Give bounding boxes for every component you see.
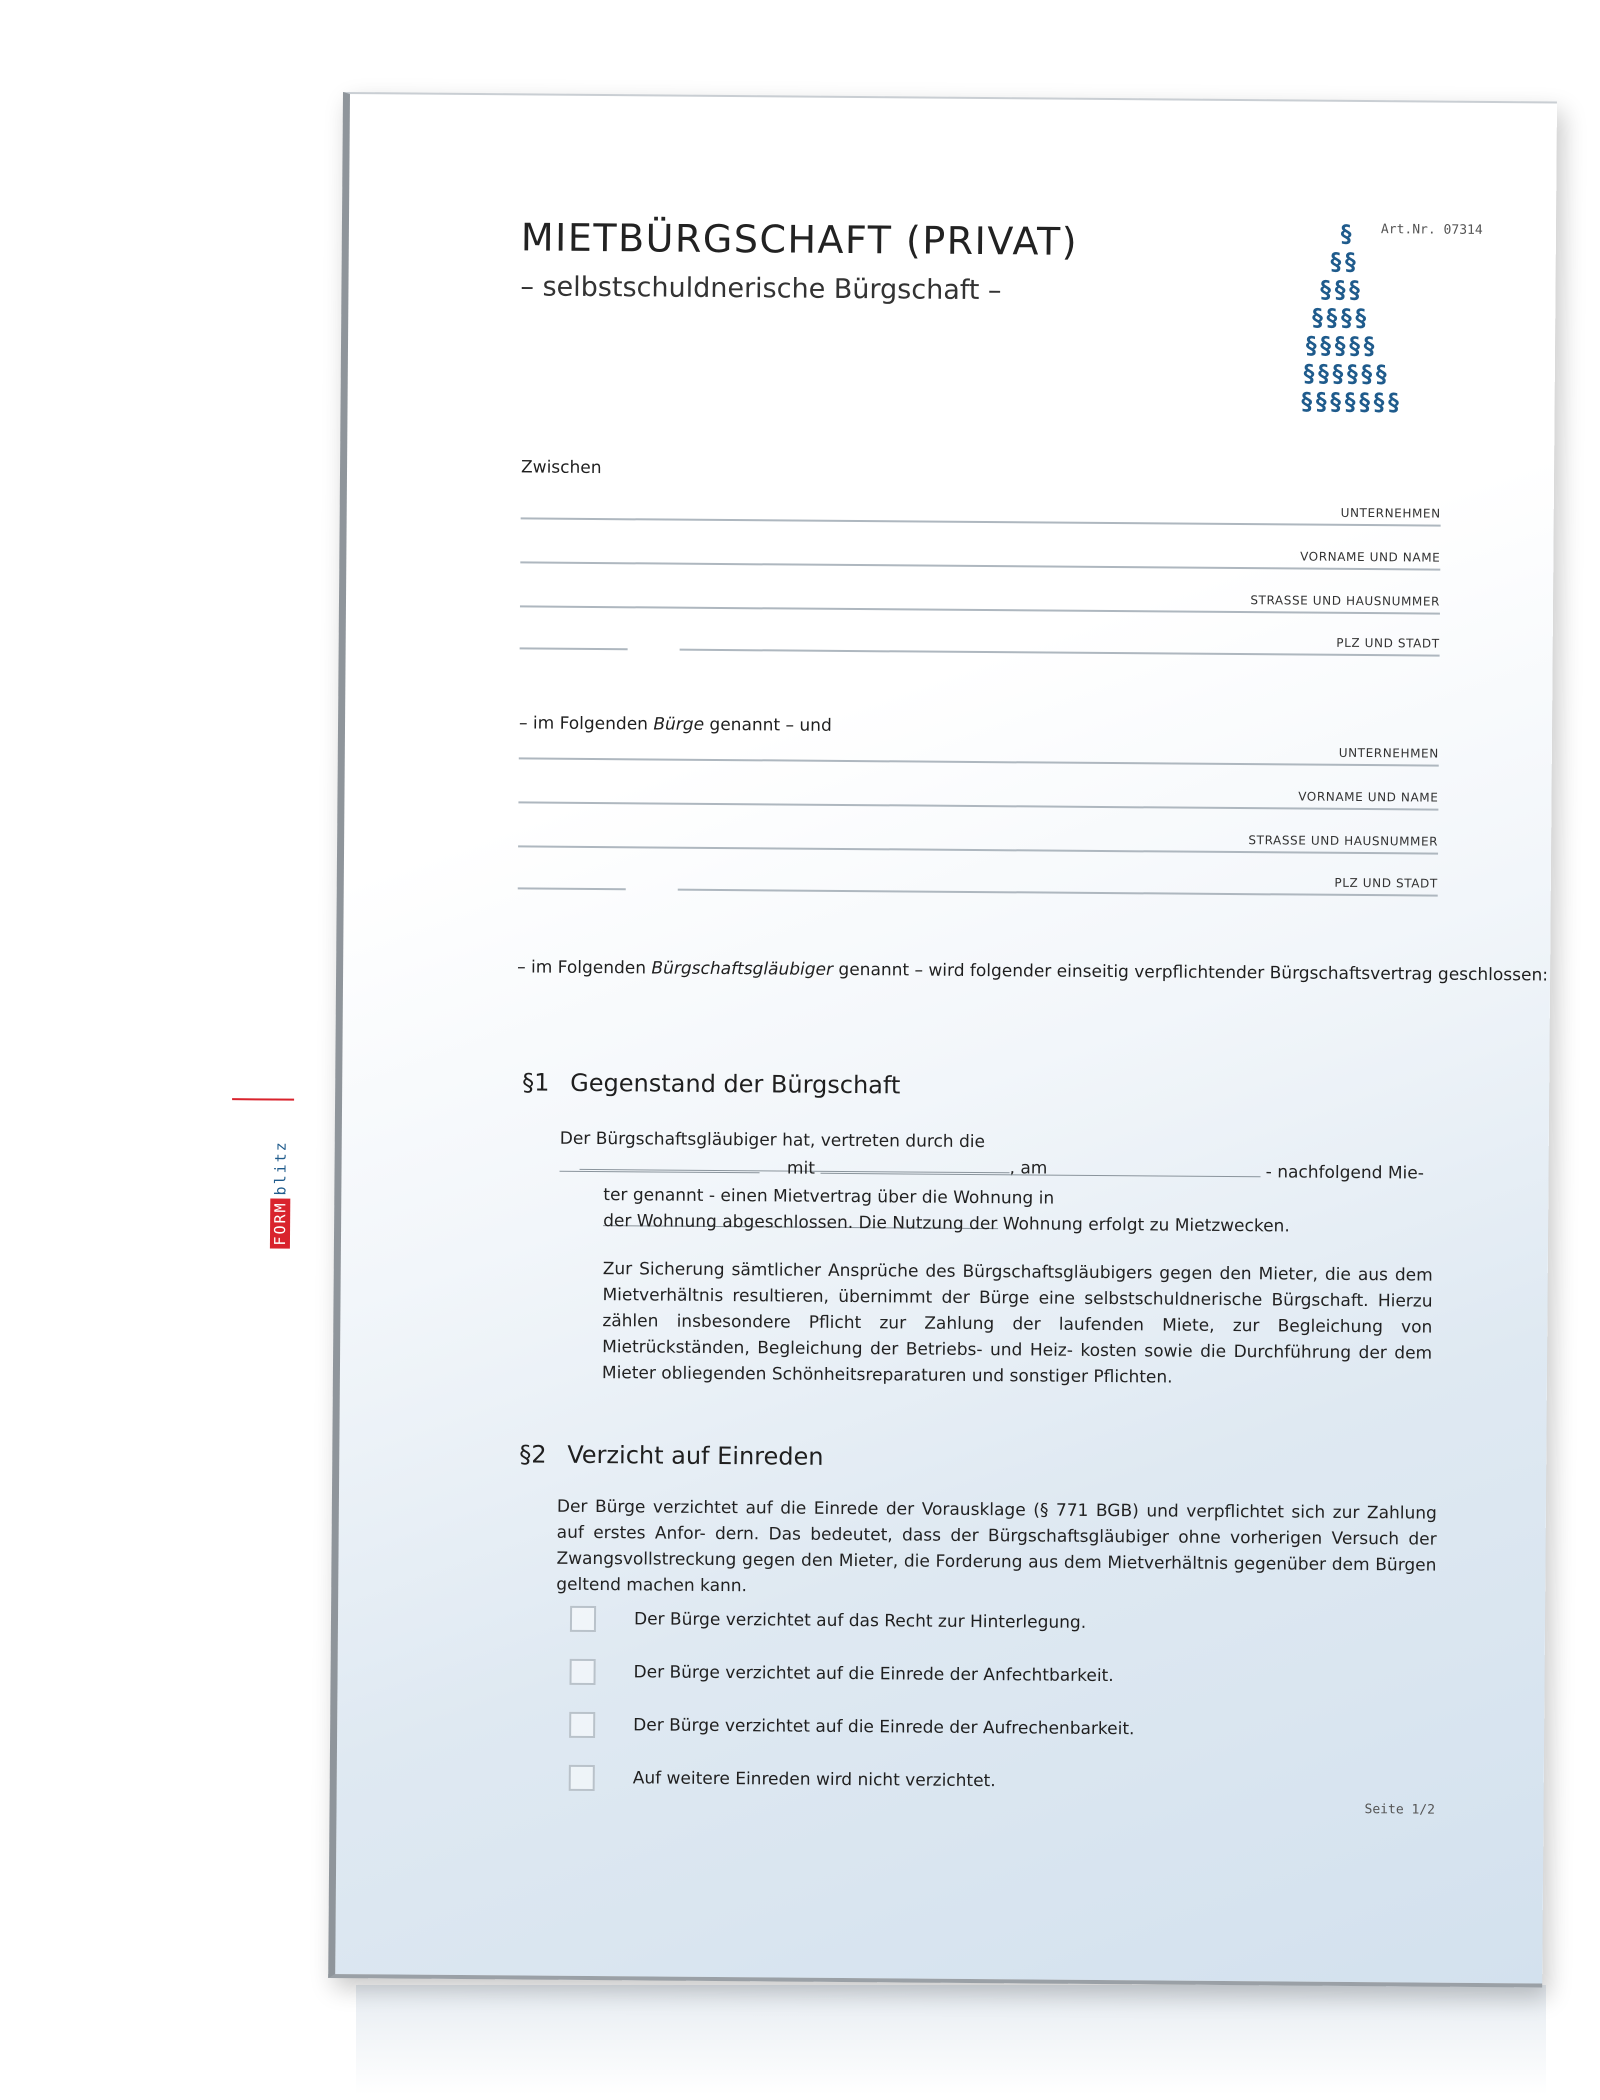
checkbox-row[interactable] <box>569 1659 1113 1689</box>
page-reflection <box>356 1985 1546 2095</box>
field-caption: UNTERNEHMEN <box>1338 745 1439 761</box>
section1-heading <box>522 1068 900 1099</box>
section1-title: Gegenstand der Bürgschaft <box>570 1068 901 1100</box>
logo-form-text: FORM <box>270 1198 290 1248</box>
tenant-blank[interactable] <box>820 1173 1260 1177</box>
zip-line <box>518 887 626 890</box>
page-number: Seite 1/2 <box>1364 1802 1436 1818</box>
section2-paragraph: Der Bürge verzichtet auf die Einrede der Vorausklage (§ 771 BGB) und verpflichtet sich zur Zahlung auf erstes Anfor- dern. Das bedeutet, dass der Bürgschaftsgläubiger ohne vorherigen Versuch der Zwangsvollstreckung gegen den Mieter, die Forderung aus dem Mietverhältnis gegenüber dem Bürgen geltend machen kann. <box>556 1496 1437 1597</box>
checkbox-row[interactable] <box>569 1712 1134 1742</box>
checkbox-label: Der Bürge verzichtet auf die Einrede der Aufrechenbarkeit. <box>633 1715 1135 1740</box>
section1-line2 <box>559 1154 1429 1187</box>
zip-line <box>520 647 628 650</box>
role-name: Bürgschaftsgläubiger <box>651 958 834 980</box>
field-caption: VORNAME UND NAME <box>1300 549 1441 565</box>
field-caption: UNTERNEHMEN <box>1340 505 1441 521</box>
between-label: Zwischen <box>520 457 602 479</box>
field-caption: VORNAME UND NAME <box>1298 789 1439 805</box>
role-prefix: – im Folgenden <box>518 713 654 735</box>
section1-number: §1 <box>522 1068 550 1097</box>
checkbox-label: Auf weitere Einreden wird nicht verzichtet. <box>632 1768 996 1792</box>
party2-street-field[interactable] <box>518 803 1438 854</box>
section2-heading <box>519 1440 823 1470</box>
text-fragment: , am <box>1009 1158 1048 1179</box>
party1-company-field[interactable] <box>521 475 1441 526</box>
formblitz-logo <box>271 1098 294 1248</box>
waiver-contestability-checkbox[interactable] <box>569 1659 595 1685</box>
waiver-setoff-checkbox[interactable] <box>569 1712 595 1738</box>
field-caption: PLZ UND STADT <box>1334 875 1438 891</box>
waiver-deposit-checkbox[interactable] <box>570 1606 596 1632</box>
section2-title: Verzicht auf Einreden <box>567 1440 824 1471</box>
checkbox-row[interactable] <box>569 1765 996 1794</box>
text-fragment: ter genannt - einen Mietvertrag über die Wohnung in <box>603 1185 1055 1209</box>
field-caption: PLZ UND STADT <box>1336 635 1440 651</box>
checkbox-row[interactable] <box>570 1606 1086 1636</box>
text-fragment: - nachfolgend Mie- <box>1265 1162 1424 1184</box>
section1-paragraph2: Zur Sicherung sämtlicher Ansprüche des Bürgschaftsgläubigers gegen den Mieter, die aus dem Mietverhältnis resultieren, übernimmt der Bürge eine selbstschuldnerische Bürgschaft. Hierzu zählen insbesondere Pflicht zur Zahlung der laufenden Miete, zur Begleichung von Mietrückständen, Begleichung der Betriebs- und Heiz- kosten sowie die Durchführung der dem Mieter obliegenden Schönheitsreparaturen und sonstiger Pflichten. <box>601 1259 1433 1388</box>
role-suffix: genannt – wird folgender einseitig verpflichtender Bürgschaftsvertrag geschlossen: <box>832 959 1549 986</box>
party1-street-field[interactable] <box>520 563 1440 614</box>
field-caption: STRASSE UND HAUSNUMMER <box>1248 833 1439 849</box>
party1-name-field[interactable] <box>520 519 1440 570</box>
party2-fields <box>518 715 1439 896</box>
checkbox-label: Der Bürge verzichtet auf die Einrede der Anfechtbarkeit. <box>633 1662 1114 1687</box>
section1-line4: der Wohnung abgeschlossen. Die Nutzung der Wohnung erfolgt zu Mietzwecken. <box>603 1211 1290 1237</box>
party1-zip-city-field[interactable] <box>520 607 1440 656</box>
city-line <box>680 649 1440 657</box>
date-blank[interactable] <box>560 1171 760 1174</box>
role-suffix: genannt – und <box>703 714 832 736</box>
role-name: Bürge <box>653 714 705 735</box>
logo-accent-line <box>232 1098 294 1100</box>
document-title: MIETBÜRGSCHAFT (PRIVAT) <box>520 215 1079 264</box>
role-prefix: – im Folgenden <box>517 957 652 979</box>
text-fragment: mit <box>786 1158 815 1179</box>
checkbox-label: Der Bürge verzichtet auf das Recht zur Hinterlegung. <box>633 1609 1087 1633</box>
document-subtitle: – selbstschuldnerische Bürgschaft – <box>520 271 1002 307</box>
party2-name-field[interactable] <box>518 759 1438 810</box>
logo-blitz-text: blitz <box>271 1140 290 1196</box>
article-number: Art.Nr. 07314 <box>1380 222 1483 238</box>
document-page <box>270 92 1557 1987</box>
party2-role-text <box>517 957 1548 985</box>
city-line <box>678 889 1438 897</box>
section2-number: §2 <box>519 1440 547 1469</box>
party1-fields <box>520 475 1441 656</box>
party2-zip-city-field[interactable] <box>518 847 1438 896</box>
field-caption: STRASSE UND HAUSNUMMER <box>1250 593 1441 609</box>
text-fragment: Der Bürgschaftsgläubiger hat, vertreten durch die <box>559 1128 986 1153</box>
paragraph-seal-graphic: § §§ §§§ §§§§ §§§§§ §§§§§§ §§§§§§§ <box>1299 219 1401 417</box>
party2-company-field[interactable] <box>519 715 1439 766</box>
no-further-waiver-checkbox[interactable] <box>569 1765 595 1791</box>
